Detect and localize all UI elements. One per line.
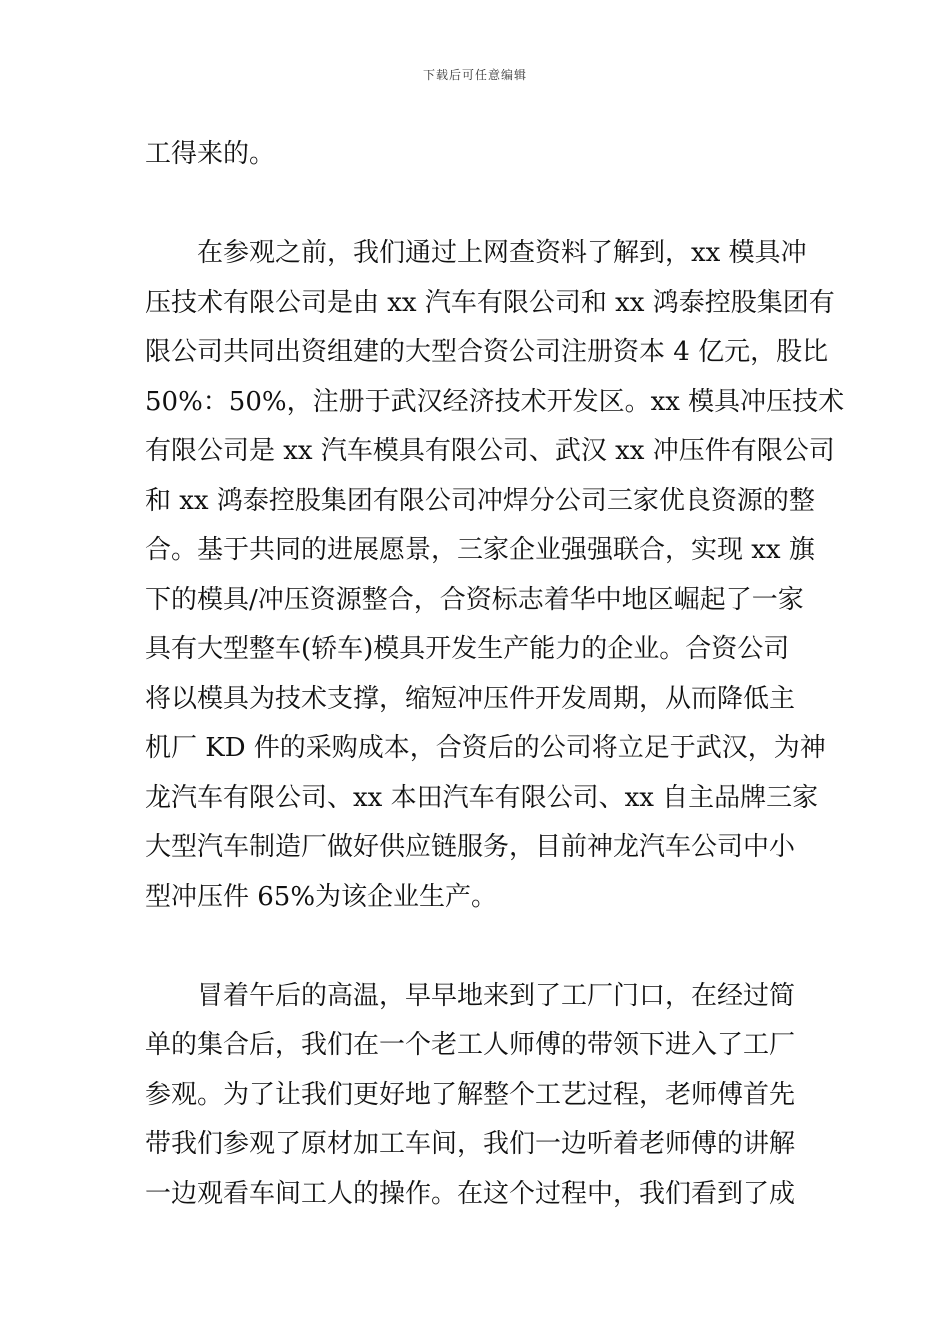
text-line: 50%：50%，注册于武汉经济技术开发区。xx 模具冲压技术: [145, 386, 845, 417]
text-line: 单的集合后，我们在一个老工人师傅的带领下进入了工厂: [145, 1030, 796, 1060]
text-line: 龙汽车有限公司、xx 本田汽车有限公司、xx 自主品牌三家: [145, 782, 819, 813]
paragraph-3: [145, 972, 805, 1220]
text-line: 有限公司是 xx 汽车模具有限公司、武汉 xx 冲压件有限公司: [145, 436, 835, 466]
text-line: 将以模具为技术支撑，缩短冲压件开发周期，从而降低主: [145, 683, 796, 714]
text-line: 下的模具/冲压资源整合，合资标志着华中地区崛起了一家: [145, 584, 804, 615]
paragraph-2: [145, 229, 845, 922]
text-line: 参观。为了让我们更好地了解整个工艺过程，老师傅首先: [145, 1079, 796, 1110]
page-header: 下载后可任意编辑: [422, 68, 527, 82]
text-line: 冒着午后的高温，早早地来到了工厂门口，在经过简: [145, 980, 796, 1011]
text-line: 合。基于共同的进展愿景，三家企业强强联合，实现 xx 旗: [145, 535, 815, 565]
document-body: [145, 130, 845, 1219]
text-line: 在参观之前，我们通过上网查资料了解到，xx 模具冲: [145, 238, 807, 268]
text-line: 大型汽车制造厂做好供应链服务，目前神龙汽车公司中小: [145, 832, 796, 862]
text-line: 型冲压件 65%为该企业生产。: [145, 881, 498, 912]
text-line: 具有大型整车(轿车)模具开发生产能力的企业。合资公司: [145, 634, 790, 664]
text-line: 机厂 KD 件的采购成本，合资后的公司将立足于武汉，为神: [145, 733, 826, 763]
text-line: 带我们参观了原材加工车间，我们一边听着老师傅的讲解: [145, 1129, 796, 1159]
paragraph-1: [145, 130, 805, 180]
text-line: 和 xx 鸿泰控股集团有限公司冲焊分公司三家优良资源的整: [145, 485, 815, 516]
text-line: 一边观看车间工人的操作。在这个过程中，我们看到了成: [145, 1178, 796, 1209]
text-line: 限公司共同出资组建的大型合资公司注册资本 4 亿元，股比: [145, 337, 829, 367]
text-line: 工得来的。: [145, 139, 276, 169]
text-line: 压技术有限公司是由 xx 汽车有限公司和 xx 鸿泰控股集团有: [145, 287, 835, 318]
